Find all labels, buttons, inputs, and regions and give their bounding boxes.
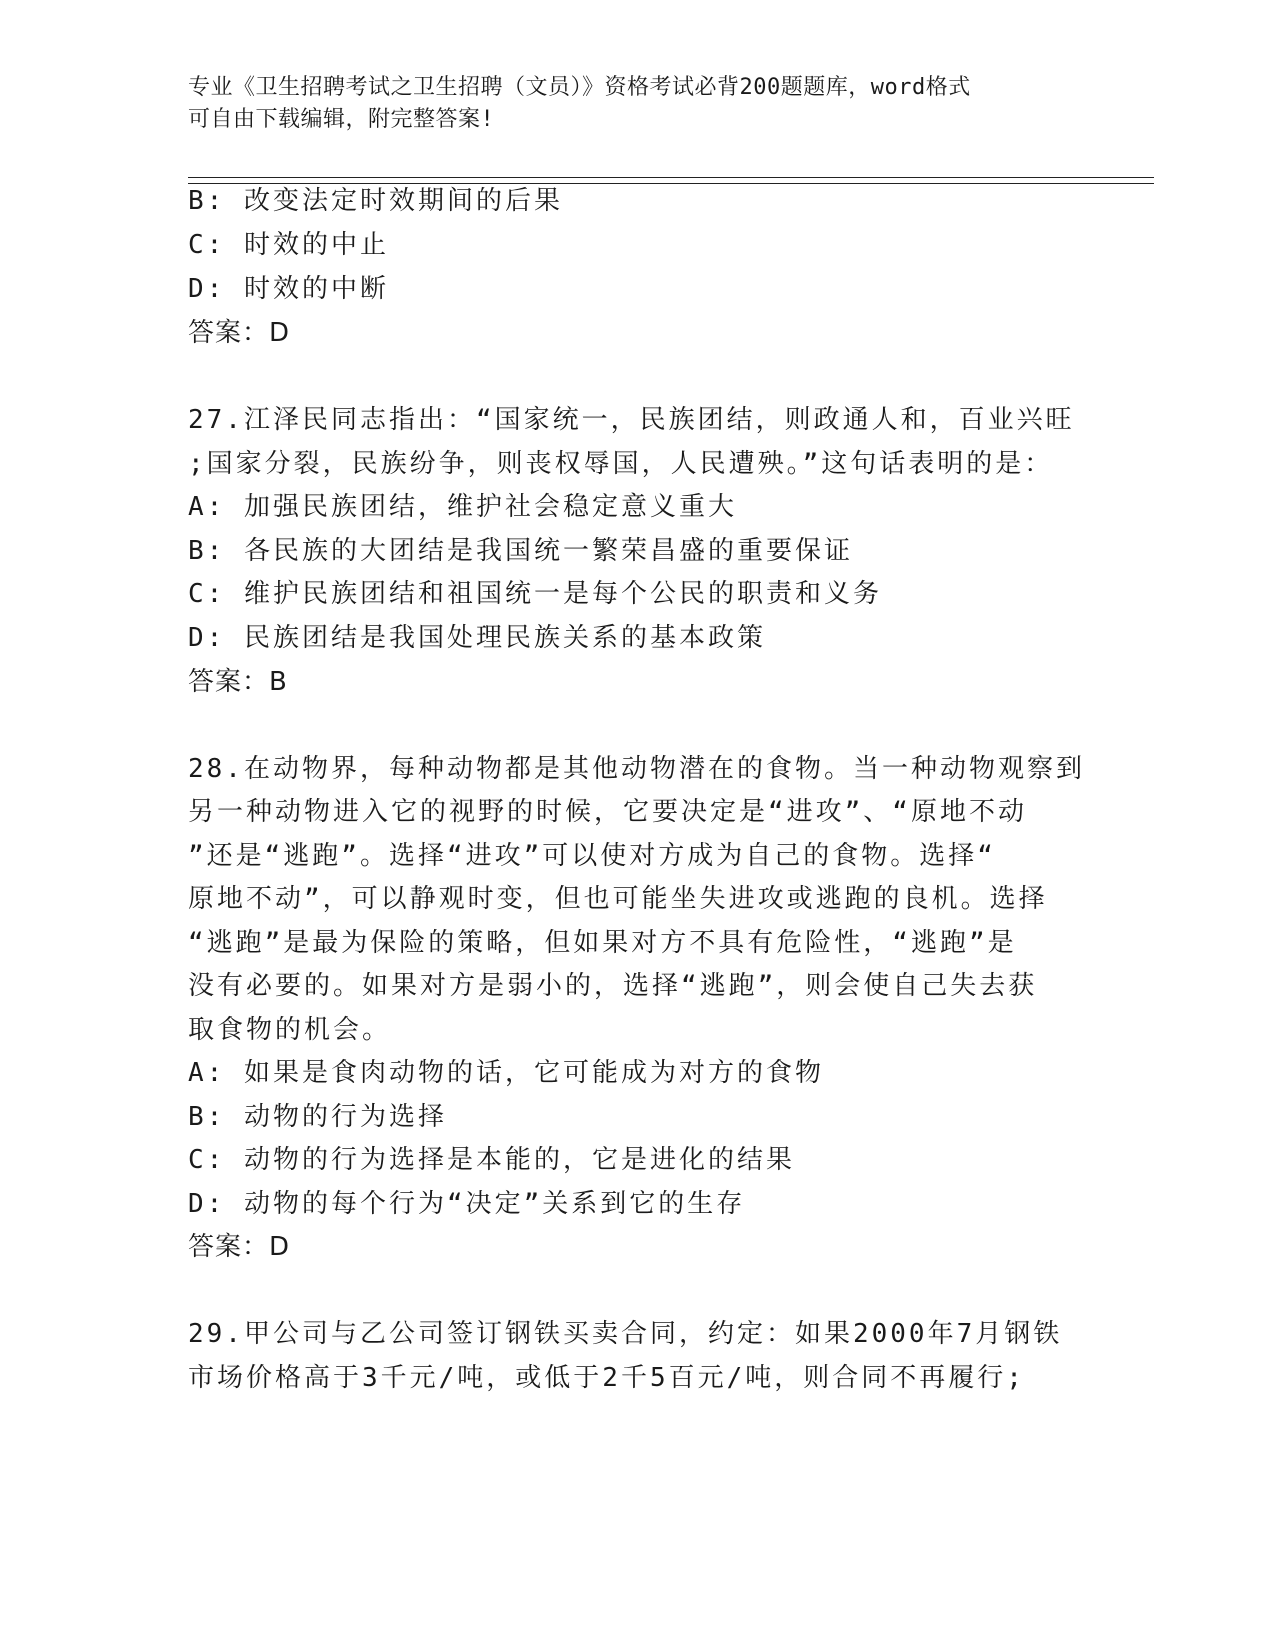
q29-stem-line-2: 市场价格高于3千元/吨，或低于2千5百元/吨，则合同不再履行; (188, 1363, 1025, 1393)
q29-stem-line-1: 29.甲公司与乙公司签订钢铁买卖合同，约定：如果2000年7月钢铁 (188, 1319, 1063, 1349)
q26-option-b: B: 改变法定时效期间的后果 (188, 186, 563, 216)
q28-stem-line-5: “逃跑”是最为保险的策略，但如果对方不具有危险性，“逃跑”是 (188, 928, 1017, 958)
q28-stem-line-4: 原地不动”，可以静观时变，但也可能坐失进攻或逃跑的良机。选择 (188, 884, 1048, 914)
header-line-1: 专业《卫生招聘考试之卫生招聘（文员）》资格考试必背200题题库，word格式 (188, 75, 971, 100)
q27-option-c: C: 维护民族团结和祖国统一是每个公民的职责和义务 (188, 579, 882, 609)
q28-stem-line-1: 28.在动物界，每种动物都是其他动物潜在的食物。当一种动物观察到 (188, 754, 1085, 784)
q28-option-a: A: 如果是食肉动物的话，它可能成为对方的食物 (188, 1058, 824, 1088)
q28-stem-line-7: 取食物的机会。 (188, 1015, 392, 1045)
q27-stem-line-1: 27.江泽民同志指出：“国家统一，民族团结，则政通人和，百业兴旺 (188, 405, 1075, 435)
q27-option-d: D: 民族团结是我国处理民族关系的基本政策 (188, 623, 766, 653)
document-header (188, 72, 1068, 136)
header-line-2: 可自由下载编辑，附完整答案! (188, 107, 495, 132)
q27-option-b: B: 各民族的大团结是我国统一繁荣昌盛的重要保证 (188, 536, 853, 566)
q28-stem-line-2: 另一种动物进入它的视野的时候，它要决定是“进攻”、“原地不动 (188, 797, 1027, 827)
q26-option-d: D: 时效的中断 (188, 274, 389, 304)
q27-stem-line-2: ;国家分裂，民族纷争，则丧权辱国，人民遭殃。”这句话表明的是： (188, 449, 1054, 479)
q27-option-a: A: 加强民族团结，维护社会稳定意义重大 (188, 492, 737, 522)
q26-answer: 答案：D (188, 318, 291, 348)
q28-stem-line-3: ”还是“逃跑”。选择“进攻”可以使对方成为自己的食物。选择“ (188, 841, 996, 871)
q28-stem-line-6: 没有必要的。如果对方是弱小的，选择“逃跑”，则会使自己失去获 (188, 971, 1038, 1001)
header-divider-top (188, 177, 1154, 178)
q28-option-d: D: 动物的每个行为“决定”关系到它的生存 (188, 1189, 746, 1219)
q28-option-c: C: 动物的行为选择是本能的，它是进化的结果 (188, 1145, 795, 1175)
q28-option-b: B: 动物的行为选择 (188, 1102, 447, 1132)
q27-answer: 答案：B (188, 667, 288, 697)
q26-option-c: C: 时效的中止 (188, 230, 389, 260)
q28-answer: 答案：D (188, 1232, 291, 1262)
